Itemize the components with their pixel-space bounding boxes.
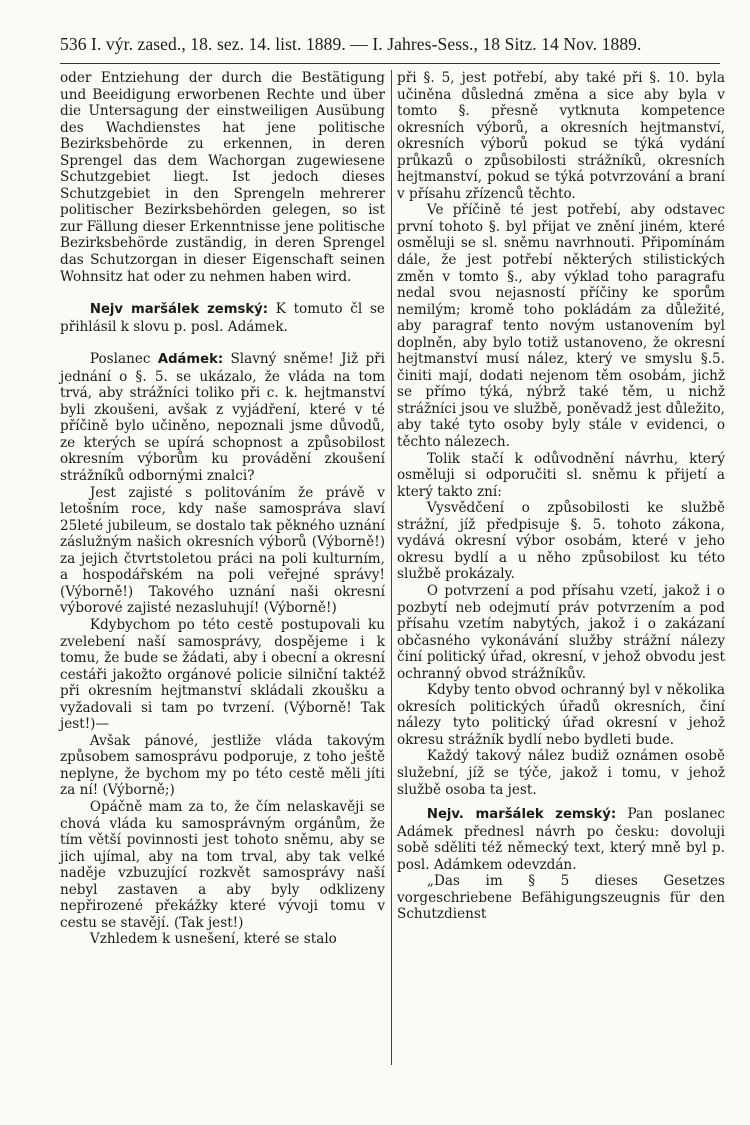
column-divider: [391, 70, 392, 1065]
german-paragraph: oder Entziehung der durch die Bestätigung und Beeidigung erworbenen Rechte und über die Untersagung der einstweiligen Ausübung des Wachdienstes hat jene politische Bezirksbehörde zu erkennen, in deren Sprengel das dem Wachorgan zugewiesene Schutzgebiet liegt. Ist jedoch dieses Schutzgebiet in den Sprengeln mehrerer politischer Bezirksbehörden gelegen, so ist zur Fällung dieser Erkenntnisse jene politische Bezirksbehörde zuständig, in deren Sprengel das Schutzorgan in dieser Eigenschaft seinen Wohnsitz hat oder zu nehmen haben wird.: [60, 70, 385, 285]
speech-paragraph: při §. 5, jest potřebí, aby také při §. 10. byla učiněna důsledná změna a sice aby byla v tomto §. přesně vytknuta kompetence okresních výborů, a okresních hejtmanství, okresních výborů pokud se týká vydání průkazů o způsobilosti strážníků, okresních hejtmanství, pokud se týká potvrzování a braní v přísahu zřízenců těchto.: [397, 70, 725, 202]
speech-paragraph: Jest zajisté s politováním že právě v letošním roce, kdy naše samospráva slaví 25leté jubileum, se dostalo tak pěkného uznání záslužným našich okresních výborů (Výborně!) za jejich čtvrtstoletou práci na poli kulturním, a hospodářském na poli veřejné správy! (Výborně!) Takového uznání naši okresní výborové zajisté nezasluhují! (Výborně!): [60, 484, 385, 617]
adamek-speech-opening: [60, 351, 385, 484]
speech-paragraph: Tolik stačí k odůvodnění návrhu, který osměluji si odporučiti sl. sněmu k přijetí a který takto zní:: [397, 450, 725, 500]
proposal-paragraph: Každý takový nález budiž oznámen osobě služební, jíž se týče, jakož i tomu, v jehož službě osoba ta jest.: [397, 748, 725, 798]
left-column: [60, 70, 385, 948]
speech-paragraph: Ve příčině té jest potřebí, aby odstavec první tohoto §. byl přijat ve znění jiném, které osměluji se sl. sněmu navrhnouti. Připomínám dále, že jest potřebí některých stilistických změn v tomto §., aby výklad toho paragrafu nedal svou nejasností příčiny ke sporům nemilým; kromě toho pokládám za důležité, aby paragraf tento novým ustanovením byl doplněn, aby bylo totiž ustanoveno, že okresní hejtmanství musí nález, který ve smyslu §.5. činiti mají, dodati nejenom těm osobám, jichž se přímo týká, nýbrž také těm, u nichž strážníci jsou ve službě, poněvadž jest důležito, aby také tyto osoby byly stále v evidenci, o těchto nálezech.: [397, 202, 725, 451]
speaker-title: Poslanec: [89, 351, 158, 368]
president-remark: [60, 301, 385, 335]
speech-paragraph: Kdybychom po této cestě postupovali ku zvelebení naší samosprávy, dospějeme i k tomu, že bude se žádati, aby i obecní a okresní cestáři jakožto orgánové policie silniční taktéž při okresním hejtmanství skládali zkoušku a vyžadovali si tam po tvrzení. (Výborně! Tak jest!)—: [60, 616, 385, 733]
speaker-name: Nejv. maršálek zemský:: [426, 807, 617, 823]
page-header: 536 I. výr. zased., 18. sez. 14. list. 1889. — I. Jahres-Sess., 18 Sitz. 14 Nov. 1889.: [60, 34, 642, 54]
speech-text: K tomuto čl se přihlásil k slovu p. posl. Adámek.: [60, 301, 385, 335]
speaker-name: Nejv maršálek zemský:: [89, 302, 268, 318]
speech-text: Pan poslanec Adámek přednesl návrh po česku: dovoluji sobě sděliti též německý text, který mně byl p. posl. Adámkem odevzdán.: [397, 806, 725, 873]
right-column: [397, 70, 725, 923]
header-rule: [60, 63, 720, 64]
proposal-paragraph: Kdyby tento obvod ochranný byl v několika okresích politických úřadů okresních, činí nálezy tyto politický úřad okresní v jehož okresu strážník bydlí nebo bydleti bude.: [397, 682, 725, 748]
proposal-paragraph: Vysvědčení o způsobilosti ke službě strážní, jíž předpisuje §. 5. tohoto zákona, vydává okresní výbor osobám, které v jeho okresu bydlí a u něho způsobilost ku této službě prokázaly.: [397, 500, 725, 583]
speaker-name: Adámek:: [157, 352, 224, 368]
speech-paragraph: Avšak pánové, jestliže vláda takovým způsobem samosprávu podporuje, z toho ještě neplyne, že bychom my po této cestě měli jíti za ní! (Výborně;): [60, 732, 385, 799]
proposal-paragraph: O potvrzení a pod přísahu vzetí, jakož i o pozbytí neb odejmutí práv potvrzením a pod přísahu vzetím nabytých, jakož i o zakázaní občasného vykonávání služby strážní nálezy činí politický úřad, okresní, v jehož obvodu jest ochranný obvod strážníkův.: [397, 582, 725, 682]
speech-text: Slavný sněme! Již při jednání o §. 5. se ukázalo, že vláda na tom trvá, aby strážníci toliko při c. k. hejtmanství byli zkoušeni, avšak z vyjádření, které v té příčině bylo učiněno, nepoznali jsme důvodů, ze kterých se upírá schopnost a způsobilost okresním výborům ku provádění zkoušení strážníků odbornými znalci?: [60, 351, 385, 485]
german-text-paragraph: „Das im § 5 dieses Gesetzes vorgeschriebene Befähigungszeugnis für den Schutzdienst: [397, 873, 725, 923]
president-remark: [397, 806, 725, 873]
speech-paragraph: Opáčně mam za to, že čím nelaskavěji se chová vláda ku samosprávným orgánům, že tím větší povinnosti jest tohoto sněmu, aby se jich ujímal, aby na tom trval, aby tak velké naděje vzbuzující rozkvět samosprávy naší nebyl zastaven a aby byly odklizeny nepřirozené překážky které vývoji tomu v cestu se stavějí. (Tak jest!): [60, 798, 385, 931]
speech-paragraph: Vzhledem k usnešení, které se stalo: [89, 931, 337, 948]
